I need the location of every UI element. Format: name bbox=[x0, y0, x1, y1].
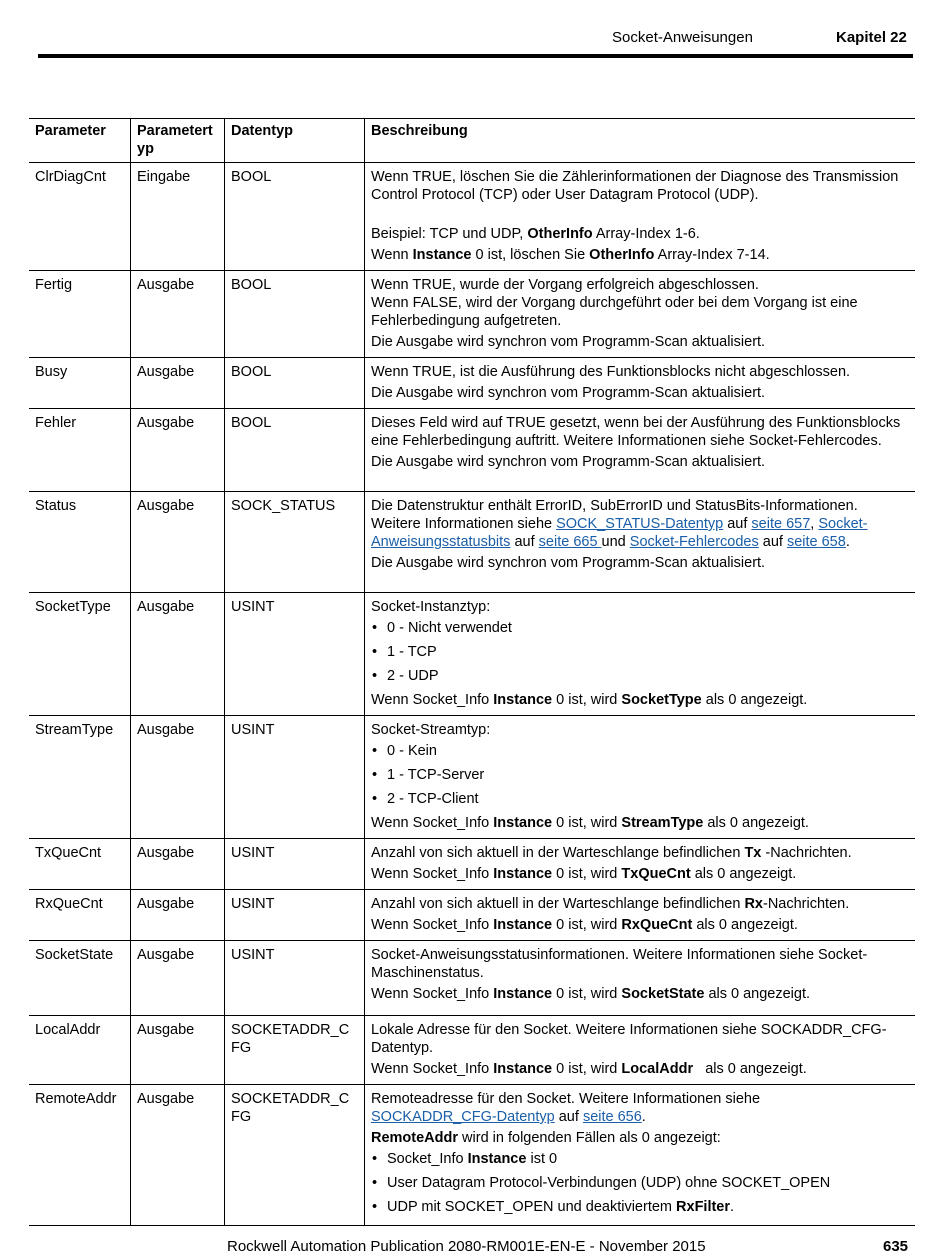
table-row bbox=[29, 163, 915, 271]
param-type: Ausgabe bbox=[131, 593, 225, 716]
param-type: Ausgabe bbox=[131, 839, 225, 890]
description bbox=[365, 1016, 916, 1085]
param-name: Fehler bbox=[29, 409, 131, 492]
link-error-codes[interactable]: Socket-Fehlercodes bbox=[629, 534, 759, 550]
param-name: LocalAddr bbox=[29, 1016, 131, 1085]
description bbox=[365, 593, 916, 716]
list-item: • 2 - TCP-Client bbox=[371, 790, 909, 808]
desc-text: Socket-Streamtyp: bbox=[371, 722, 491, 738]
data-type: BOOL bbox=[225, 271, 365, 358]
desc-text: Wenn Socket_Info Instance 0 ist, wird StreamType als 0 angezeigt. bbox=[371, 815, 809, 831]
desc-text: Wenn Instance 0 ist, löschen Sie OtherInfo Array-Index 7-14. bbox=[371, 247, 770, 263]
desc-text: Wenn TRUE, wurde der Vorgang erfolgreich abgeschlossen. bbox=[371, 277, 759, 293]
param-name: RxQueCnt bbox=[29, 890, 131, 941]
link-sock-status[interactable]: SOCK_STATUS-Datentyp bbox=[556, 516, 724, 532]
param-name: ClrDiagCnt bbox=[29, 163, 131, 271]
param-type: Ausgabe bbox=[131, 1085, 225, 1226]
description bbox=[365, 492, 916, 593]
desc-text: Wenn TRUE, ist die Ausführung des Funktionsblocks nicht abgeschlossen. bbox=[371, 364, 851, 380]
param-type: Ausgabe bbox=[131, 409, 225, 492]
table-header-row bbox=[29, 119, 915, 163]
desc-text: Die Ausgabe wird synchron vom Programm-Scan aktualisiert. bbox=[371, 555, 766, 571]
list-item: • UDP mit SOCKET_OPEN und deaktiviertem RxFilter. bbox=[371, 1198, 909, 1216]
list-item: • User Datagram Protocol-Verbindungen (UDP) ohne SOCKET_OPEN bbox=[371, 1174, 909, 1192]
desc-text: Wenn Socket_Info Instance 0 ist, wird SocketType als 0 angezeigt. bbox=[371, 692, 808, 708]
chapter-label: Kapitel 22 bbox=[836, 29, 907, 46]
param-type: Ausgabe bbox=[131, 271, 225, 358]
param-type: Eingabe bbox=[131, 163, 225, 271]
parameter-table bbox=[29, 118, 915, 1226]
data-type: BOOL bbox=[225, 163, 365, 271]
data-type: SOCK_STATUS bbox=[225, 492, 365, 593]
column-header-parameter-type: Parametertyp bbox=[131, 119, 225, 163]
list-item: • 2 - UDP bbox=[371, 667, 909, 685]
description bbox=[365, 941, 916, 1016]
data-type: SOCKETADDR_CFG bbox=[225, 1085, 365, 1226]
data-type: SOCKETADDR_CFG bbox=[225, 1016, 365, 1085]
column-header-parameter: Parameter bbox=[29, 119, 131, 163]
desc-text: Wenn Socket_Info Instance 0 ist, wird SocketState als 0 angezeigt. bbox=[371, 986, 811, 1002]
param-name: Fertig bbox=[29, 271, 131, 358]
desc-text: Socket-Anweisungsstatusinformationen. Weitere Informationen siehe Socket-Maschinenstatus. bbox=[371, 947, 868, 981]
table-row bbox=[29, 941, 915, 1016]
table-row bbox=[29, 890, 915, 941]
desc-text: Wenn FALSE, wird der Vorgang durchgeführt oder bei dem Vorgang ist eine Fehlerbedingung aufgetreten. bbox=[371, 295, 858, 329]
bullet-list bbox=[371, 742, 909, 808]
description bbox=[365, 890, 916, 941]
desc-text: Wenn TRUE, löschen Sie die Zählerinformationen der Diagnose des Transmission Control Protocol (TCP) oder User Datagram Protocol (UDP). bbox=[371, 169, 899, 203]
link-page-658[interactable]: seite 658 bbox=[786, 534, 846, 550]
bullet-list bbox=[371, 1150, 909, 1216]
link-sockaddr-cfg[interactable]: SOCKADDR_CFG-Datentyp bbox=[371, 1109, 555, 1125]
desc-text: RemoteAddr wird in folgenden Fällen als 0 angezeigt: bbox=[371, 1130, 721, 1146]
link-page-657[interactable]: seite 657 bbox=[751, 516, 811, 532]
data-type: USINT bbox=[225, 941, 365, 1016]
column-header-data-type: Datentyp bbox=[225, 119, 365, 163]
data-type: BOOL bbox=[225, 358, 365, 409]
param-name: Busy bbox=[29, 358, 131, 409]
table-row bbox=[29, 1016, 915, 1085]
param-type: Ausgabe bbox=[131, 358, 225, 409]
link-status-bits[interactable]: Socket-Anweisungsstatusbits bbox=[371, 516, 868, 550]
desc-text: Anzahl von sich aktuell in der Warteschlange befindlichen Rx-Nachrichten. bbox=[371, 896, 850, 912]
link-page-656[interactable]: seite 656 bbox=[582, 1109, 642, 1125]
table-row bbox=[29, 409, 915, 492]
list-item: • Socket_Info Instance ist 0 bbox=[371, 1150, 909, 1168]
desc-text: Lokale Adresse für den Socket. Weitere Informationen siehe SOCKADDR_CFG-Datentyp. bbox=[371, 1022, 887, 1056]
desc-text: Weitere Informationen siehe SOCK_STATUS-Datentyp auf seite 657, Socket-Anweisungsstatusbits auf seite 665 und Socket-Fehlercodes auf seite 658. bbox=[371, 516, 868, 550]
description bbox=[365, 839, 916, 890]
publication-info: Rockwell Automation Publication 2080-RM001E-EN-E - November 2015 bbox=[227, 1238, 706, 1255]
desc-text: SOCKADDR_CFG-Datentyp auf seite 656. bbox=[371, 1109, 646, 1125]
header-rule bbox=[38, 54, 913, 58]
data-type: USINT bbox=[225, 716, 365, 839]
table-row bbox=[29, 358, 915, 409]
desc-text: Die Ausgabe wird synchron vom Programm-Scan aktualisiert. bbox=[371, 334, 766, 350]
desc-text: Dieses Feld wird auf TRUE gesetzt, wenn bei der Ausführung des Funktionsblocks eine Fehlerbedingung auftritt. Weitere Informationen siehe Socket-Fehlercodes. bbox=[371, 415, 901, 449]
table-row bbox=[29, 271, 915, 358]
desc-text: Die Datenstruktur enthält ErrorID, SubErrorID und StatusBits-Informationen. bbox=[371, 498, 858, 514]
column-header-description: Beschreibung bbox=[365, 119, 916, 163]
param-name: Status bbox=[29, 492, 131, 593]
param-type: Ausgabe bbox=[131, 890, 225, 941]
table-row bbox=[29, 593, 915, 716]
desc-text: Wenn Socket_Info Instance 0 ist, wird LocalAddr als 0 angezeigt. bbox=[371, 1061, 807, 1077]
param-name: StreamType bbox=[29, 716, 131, 839]
list-item: • 0 - Kein bbox=[371, 742, 909, 760]
param-name: SocketType bbox=[29, 593, 131, 716]
desc-text: Wenn Socket_Info Instance 0 ist, wird TxQueCnt als 0 angezeigt. bbox=[371, 866, 797, 882]
desc-text: Anzahl von sich aktuell in der Warteschlange befindlichen Tx -Nachrichten. bbox=[371, 845, 852, 861]
description bbox=[365, 163, 916, 271]
table-row bbox=[29, 1085, 915, 1226]
desc-text: Beispiel: TCP und UDP, OtherInfo Array-Index 1-6. bbox=[371, 226, 700, 242]
list-item: • 1 - TCP-Server bbox=[371, 766, 909, 784]
list-item: • 1 - TCP bbox=[371, 643, 909, 661]
table-row bbox=[29, 716, 915, 839]
list-item: • 0 - Nicht verwendet bbox=[371, 619, 909, 637]
description bbox=[365, 358, 916, 409]
desc-text: Die Ausgabe wird synchron vom Programm-Scan aktualisiert. bbox=[371, 385, 766, 401]
desc-text: Socket-Instanztyp: bbox=[371, 599, 491, 615]
desc-text: Die Ausgabe wird synchron vom Programm-Scan aktualisiert. bbox=[371, 454, 766, 470]
param-type: Ausgabe bbox=[131, 941, 225, 1016]
bullet-list bbox=[371, 619, 909, 685]
desc-text: Wenn Socket_Info Instance 0 ist, wird RxQueCnt als 0 angezeigt. bbox=[371, 917, 798, 933]
desc-text: Remoteadresse für den Socket. Weitere Informationen siehe bbox=[371, 1091, 761, 1107]
description bbox=[365, 716, 916, 839]
section-title: Socket-Anweisungen bbox=[612, 29, 753, 46]
data-type: BOOL bbox=[225, 409, 365, 492]
param-name: RemoteAddr bbox=[29, 1085, 131, 1226]
description bbox=[365, 409, 916, 492]
param-name: TxQueCnt bbox=[29, 839, 131, 890]
data-type: USINT bbox=[225, 593, 365, 716]
table-row bbox=[29, 492, 915, 593]
description bbox=[365, 271, 916, 358]
param-type: Ausgabe bbox=[131, 1016, 225, 1085]
param-type: Ausgabe bbox=[131, 716, 225, 839]
page-number: 635 bbox=[883, 1238, 909, 1255]
param-name: SocketState bbox=[29, 941, 131, 1016]
link-page-665[interactable]: seite 665 bbox=[538, 534, 602, 550]
data-type: USINT bbox=[225, 839, 365, 890]
description bbox=[365, 1085, 916, 1226]
param-type: Ausgabe bbox=[131, 492, 225, 593]
table-row bbox=[29, 839, 915, 890]
data-type: USINT bbox=[225, 890, 365, 941]
